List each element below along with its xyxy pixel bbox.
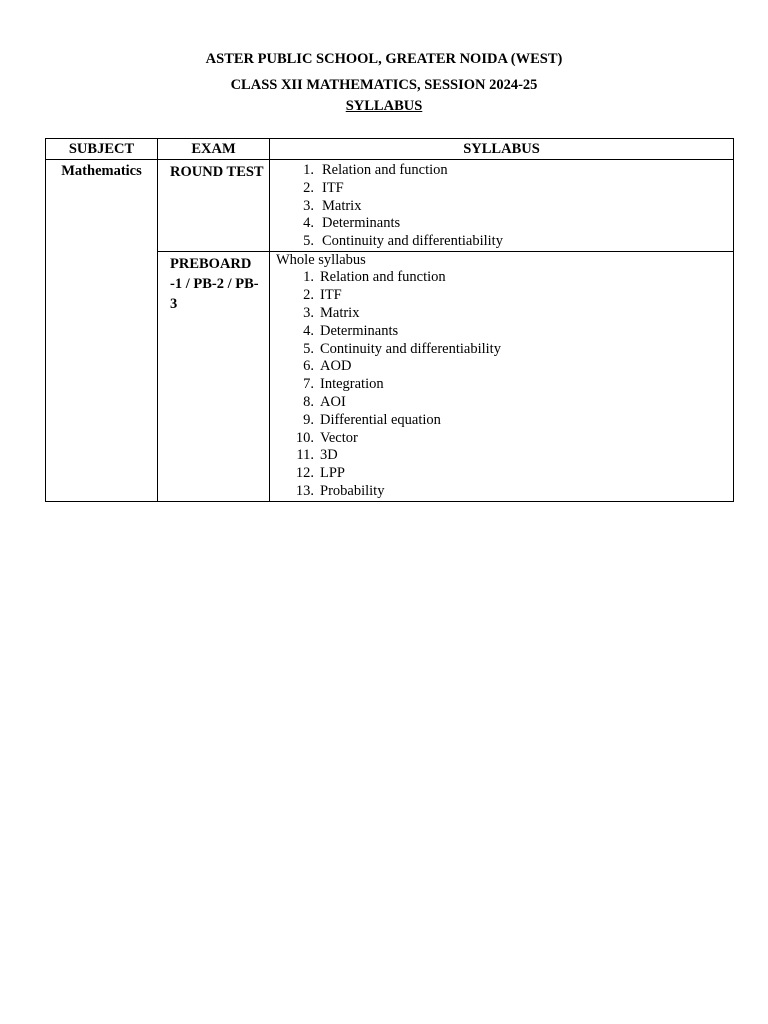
list-item-text: Integration <box>320 376 384 393</box>
list-item <box>276 376 733 394</box>
list-item-text: Relation and function <box>322 162 448 178</box>
table-header-row <box>46 139 734 160</box>
list-item-number: 1. <box>303 162 314 178</box>
list-item-number: 8. <box>303 394 314 411</box>
list-item-number: 12. <box>295 465 314 482</box>
subject-cell: Mathematics <box>46 160 158 502</box>
syllabus-cell-round-test <box>270 160 734 252</box>
list-item-number: 6. <box>303 358 314 375</box>
list-item-text: AOD <box>320 358 352 375</box>
school-name: ASTER PUBLIC SCHOOL, GREATER NOIDA (WEST) <box>205 51 563 67</box>
list-item-text: Matrix <box>322 197 362 214</box>
list-item-text: Determinants <box>320 322 399 339</box>
syllabus-list <box>276 160 733 251</box>
list-item <box>276 483 733 501</box>
list-item-number: 3. <box>303 305 314 322</box>
list-item-number: 13. <box>295 483 314 500</box>
syllabus-cell-preboard <box>270 251 734 501</box>
list-item <box>276 394 733 412</box>
list-item <box>276 447 733 465</box>
list-item-text: 3D <box>320 447 338 464</box>
exam-cell-round-test: ROUND TEST <box>158 160 270 252</box>
list-item <box>276 215 733 233</box>
list-item <box>276 358 733 376</box>
list-item-number: 9. <box>303 411 314 428</box>
column-header-syllabus: SYLLABUS <box>270 139 734 160</box>
list-item-number: 2. <box>303 179 314 196</box>
list-item-text: LPP <box>320 465 345 482</box>
list-item-number: 4. <box>303 215 314 232</box>
column-header-subject: SUBJECT <box>46 139 158 160</box>
list-item <box>276 341 733 359</box>
list-item-number: 5. <box>303 340 314 357</box>
list-item-number: 11. <box>296 447 314 464</box>
list-item <box>276 465 733 483</box>
list-item-text: Vector <box>320 429 358 446</box>
list-item-number: 5. <box>303 233 314 250</box>
list-item-text: Differential equation <box>320 411 441 428</box>
exam-cell-preboard: PREBOARD -1 / PB-2 / PB-3 <box>158 251 270 501</box>
list-item <box>276 269 733 287</box>
syllabus-list <box>276 269 733 500</box>
list-item <box>276 180 733 198</box>
list-item <box>276 412 733 430</box>
syllabus-intro-text: Whole syllabus <box>276 251 366 268</box>
document-title: SYLLABUS <box>345 98 423 114</box>
list-item-number: 7. <box>303 376 314 393</box>
list-item-text: Probability <box>320 483 385 500</box>
list-item-text: Continuity and differentiability <box>322 233 503 250</box>
column-header-exam: EXAM <box>158 139 270 160</box>
syllabus-table <box>45 138 734 502</box>
table-row <box>46 160 734 252</box>
list-item <box>276 323 733 341</box>
list-item <box>276 430 733 448</box>
list-item-text: ITF <box>322 179 344 196</box>
list-item-text: ITF <box>320 287 342 304</box>
list-item-number: 1. <box>303 269 314 286</box>
list-item-text: Matrix <box>320 305 360 322</box>
list-item <box>276 233 733 251</box>
list-item <box>276 162 733 180</box>
list-item <box>276 287 733 305</box>
list-item <box>276 305 733 323</box>
list-item-number: 3. <box>303 197 314 214</box>
list-item-number: 10. <box>295 429 314 446</box>
list-item-text: Continuity and differentiability <box>320 340 501 357</box>
list-item-number: 4. <box>303 322 314 339</box>
list-item-text: Relation and function <box>320 269 446 286</box>
list-item <box>276 198 733 216</box>
class-session-line: CLASS XII MATHEMATICS, SESSION 2024-25 <box>230 77 538 93</box>
list-item-text: Determinants <box>322 215 401 232</box>
list-item-text: AOI <box>320 394 346 411</box>
list-item-number: 2. <box>303 287 314 304</box>
